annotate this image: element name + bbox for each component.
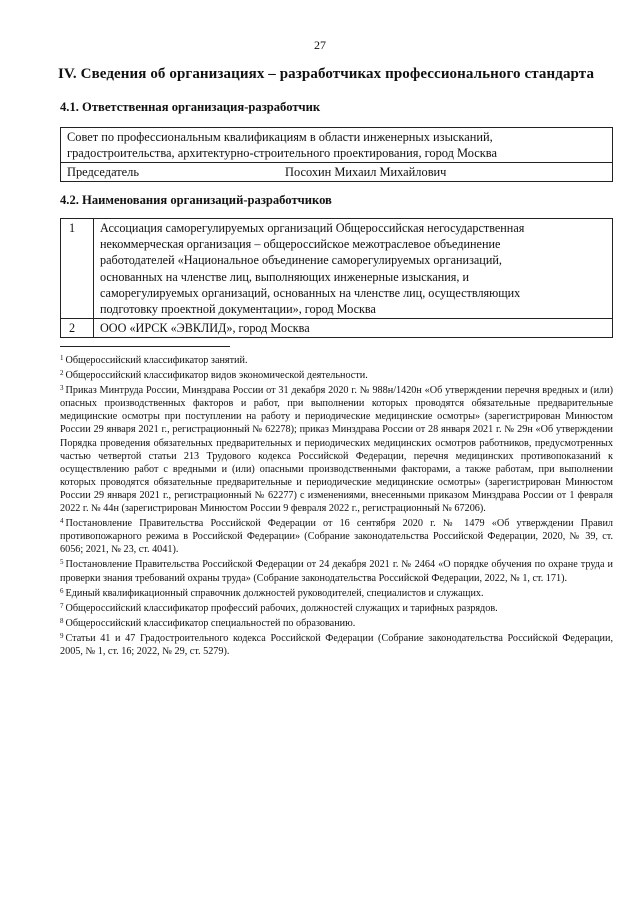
footnote-mark: 5 [60,558,64,567]
footnote-text: Общероссийский классификатор видов экономической деятельности. [65,370,368,382]
footnote-mark: 6 [60,586,64,595]
developers-heading: 4.2. Наименования организаций-разработчиков [60,193,332,207]
organization-cell [61,128,613,163]
footnotes [60,352,613,658]
footnote [60,615,613,630]
developer-line: Ассоциация саморегулируемых организаций Общероссийская негосударственная [100,221,525,235]
responsible-organization-table [60,127,613,182]
footnote [60,585,613,600]
organization-line: градостроительства, архитектурно-строительного проектирования, город Москва [67,146,497,160]
table-row [61,128,613,163]
footnote-mark: 8 [60,616,64,625]
footnote [60,600,613,615]
developer-line: саморегулируемых организаций, основанных на членстве лиц, осуществляющих [100,285,521,300]
footnote-mark: 1 [60,354,64,362]
chair-name: Посохин Михаил Михайлович [285,165,447,179]
row-number: 2 [61,319,94,338]
footnote-mark: 2 [60,369,64,378]
responsible-organization-heading: 4.1. Ответственная организация-разработчик [60,100,321,114]
footnote-mark: 7 [60,601,64,610]
footnote-text: Общероссийский классификатор профессий рабочих, должностей служащих и тарифных разрядов. [65,602,498,614]
developer-line: работодателей «Национальное объединение саморегулируемых организаций, [100,253,502,268]
organization-line: Совет по профессиональным квалификациям в области инженерных изысканий, [67,130,493,144]
table-row [61,319,613,338]
developer-cell [94,219,613,319]
footnote [60,352,613,367]
footnote-text: Постановление Правительства Российской Федерации от 16 сентября 2020 г. № 1479 «Об утверждении Правил противопожарного режима в Российской Федерации» (Собрание законодательства Российской Федерации, 2020, № 39, ст. 6056; 2021, № 23, ст. 4041). [60,518,613,556]
footnote-text: Общероссийский классификатор занятий. [65,355,248,366]
section-title: IV. Сведения об организациях – разработчиках профессионального стандарта [58,66,595,82]
footnote [60,515,613,556]
footnote-text: Единый квалификационный справочник должностей руководителей, специалистов и служащих. [65,587,484,599]
footnote-text: Приказ Минтруда России, Минздрава России от 31 декабря 2020 г. № 988н/1420н «Об утверждении перечня вредных и (или) опасных производственных факторов и работ, при выполнении которых проводятся обязательные предварительные медицинские осмотры при поступлении на работу и периодические медицинские осмотры» (зарегистрирован Минюстом России 29 января 2021 г., регистрационный № 62278); приказ Минздрава России от 28 января 2021 г. № 29н «Об утверждении Порядка проведения обязательных предварительных и периодических медицинских осмотров работников, предусмотренных частью четвертой статьи 213 Трудового кодекса Российской Федерации, перечня медицинских противопоказаний к осуществлению работ с вредными и (или) опасными производственными факторами, а также работам, при выполнении которых проводятся обязательные предварительные и периодические медицинские осмотры» (зарегистрирован Минюстом России 29 января 2021 г., регистрационный № 62277) с изменениями, внесенными приказом Минздрава России от 1 февраля 2022 г. № 44н (зарегистрирован Минюстом России 9 февраля 2022 г., регистрационный № 67206). [60,385,613,515]
developer-line: некоммерческая организация – общероссийское межотраслевое объединение [100,237,501,252]
footnote-mark: 4 [60,517,64,526]
footnote [60,630,613,658]
footnote-mark: 9 [60,631,64,640]
footnote [60,556,613,584]
footnote-divider [60,346,230,347]
chair-label: Председатель [67,165,140,179]
table-row [61,163,613,182]
footnote [60,367,613,382]
developer-line: ООО «ИРСК «ЭВКЛИД», город Москва [100,321,310,336]
developer-cell [94,319,613,338]
footnote [60,382,613,515]
table-row [61,219,613,319]
footnote-mark: 3 [60,384,64,393]
developer-line: подготовку проектной документации», город Москва [100,302,376,317]
developer-line: основанных на членстве лиц, выполняющих инженерные изыскания, и [100,269,470,284]
row-number: 1 [61,219,94,319]
footnote-text: Общероссийский классификатор специальностей по образованию. [65,617,356,629]
footnote-text: Статьи 41 и 47 Градостроительного кодекса Российской Федерации (Собрание законодательства Российской Федерации, 2005, № 1, ст. 16; 2022, № 29, ст. 5279). [60,632,613,657]
footnote-text: Постановление Правительства Российской Федерации от 24 декабря 2021 г. № 2464 «О порядке обучения по охране труда и проверки знания требований охраны труда» (Собрание законодательства Российской Федерации, 2022, № 1, ст. 171). [60,559,613,584]
page-number: 27 [314,38,326,52]
chair-cell [61,163,613,182]
developers-table [60,218,613,338]
